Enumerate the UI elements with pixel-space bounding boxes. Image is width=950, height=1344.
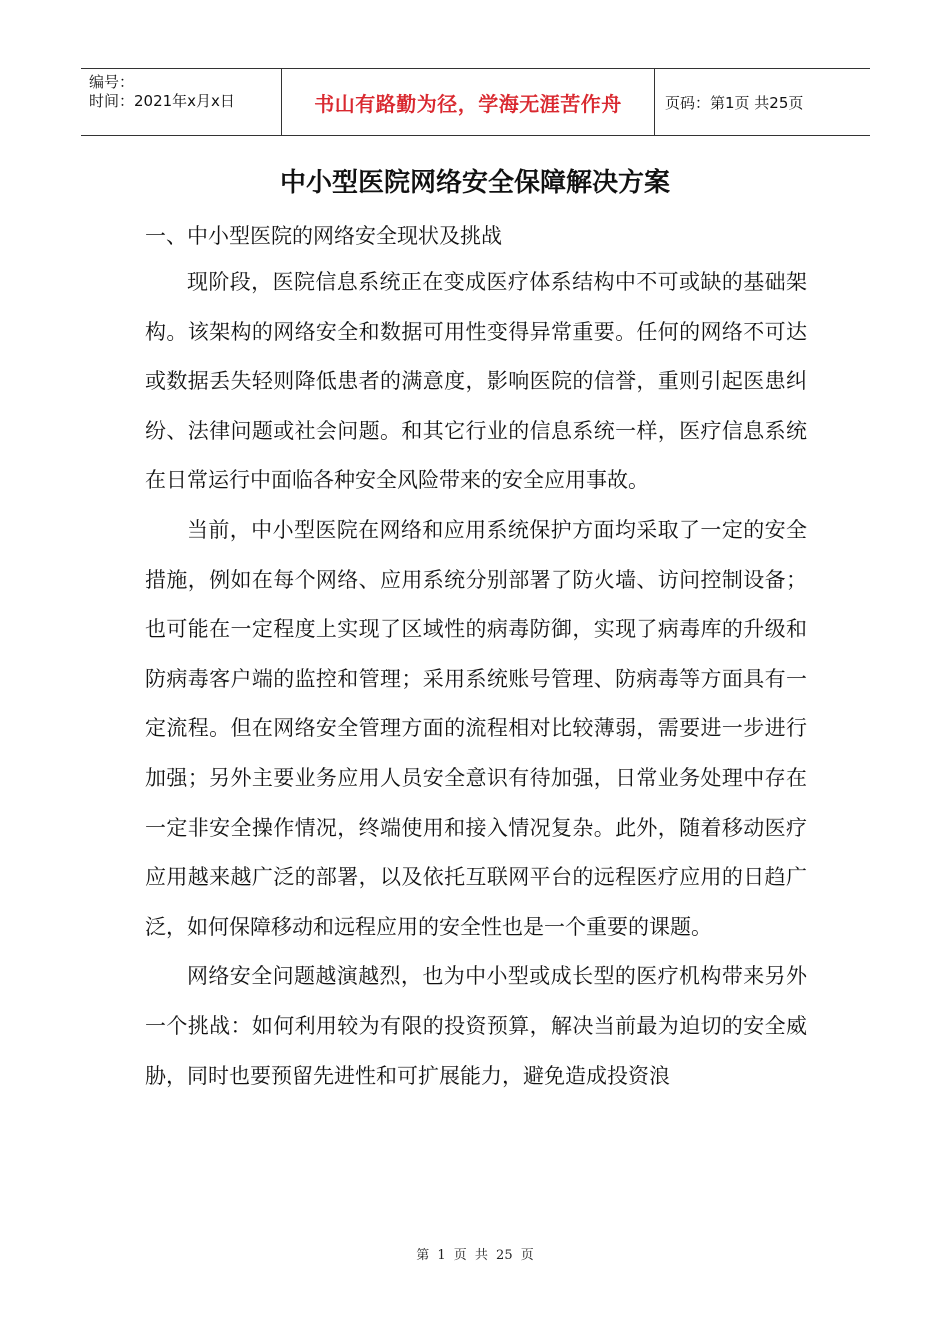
- body-paragraph: 现阶段，医院信息系统正在变成医疗体系结构中不可或缺的基础架构。该架构的网络安全和数据可用性变得异常重要。任何的网络不可达或数据丢失轻则降低患者的满意度，影响医院的信誉，重则引起医患纠纷、法律问题或社会问题。和其它行业的信息系统一样，医疗信息系统在日常运行中面临各种安全风险带来的安全应用事故。: [145, 270, 807, 493]
- page-footer: 第 1 页 共 25 页: [416, 1248, 534, 1263]
- document-title: 中小型医院网络安全保障解决方案: [279, 168, 670, 198]
- page-header: [81, 68, 870, 136]
- document-body: [145, 258, 807, 1101]
- document-time-label: 时间：2021年x月x日: [89, 92, 235, 110]
- section-heading: 一、中小型医院的网络安全现状及挑战: [145, 224, 502, 248]
- header-motto: 书山有路勤为径，学海无涯苦作舟: [282, 69, 655, 135]
- header-page-number: 页码：第1页 共25页: [665, 93, 804, 112]
- body-paragraph: 网络安全问题越演越烈，也为中小型或成长型的医疗机构带来另外一个挑战：如何利用较为有限的投资预算，解决当前最为迫切的安全威胁，同时也要预留先进性和可扩展能力，避免造成投资浪: [145, 964, 807, 1088]
- header-meta-cell: [81, 69, 282, 135]
- document-number-label: 编号：: [89, 73, 135, 91]
- body-paragraph: 当前，中小型医院在网络和应用系统保护方面均采取了一定的安全措施，例如在每个网络、应用系统分别部署了防火墙、访问控制设备；也可能在一定程度上实现了区域性的病毒防御，实现了病毒库的升级和防病毒客户端的监控和管理；采用系统账号管理、防病毒等方面具有一定流程。但在网络安全管理方面的流程相对比较薄弱，需要进一步进行加强；另外主要业务应用人员安全意识有待加强，日常业务处理中存在一定非安全操作情况，终端使用和接入情况复杂。此外，随着移动医疗应用越来越广泛的部署，以及依托互联网平台的远程医疗应用的日趋广泛，如何保障移动和远程应用的安全性也是一个重要的课题。: [145, 517, 807, 939]
